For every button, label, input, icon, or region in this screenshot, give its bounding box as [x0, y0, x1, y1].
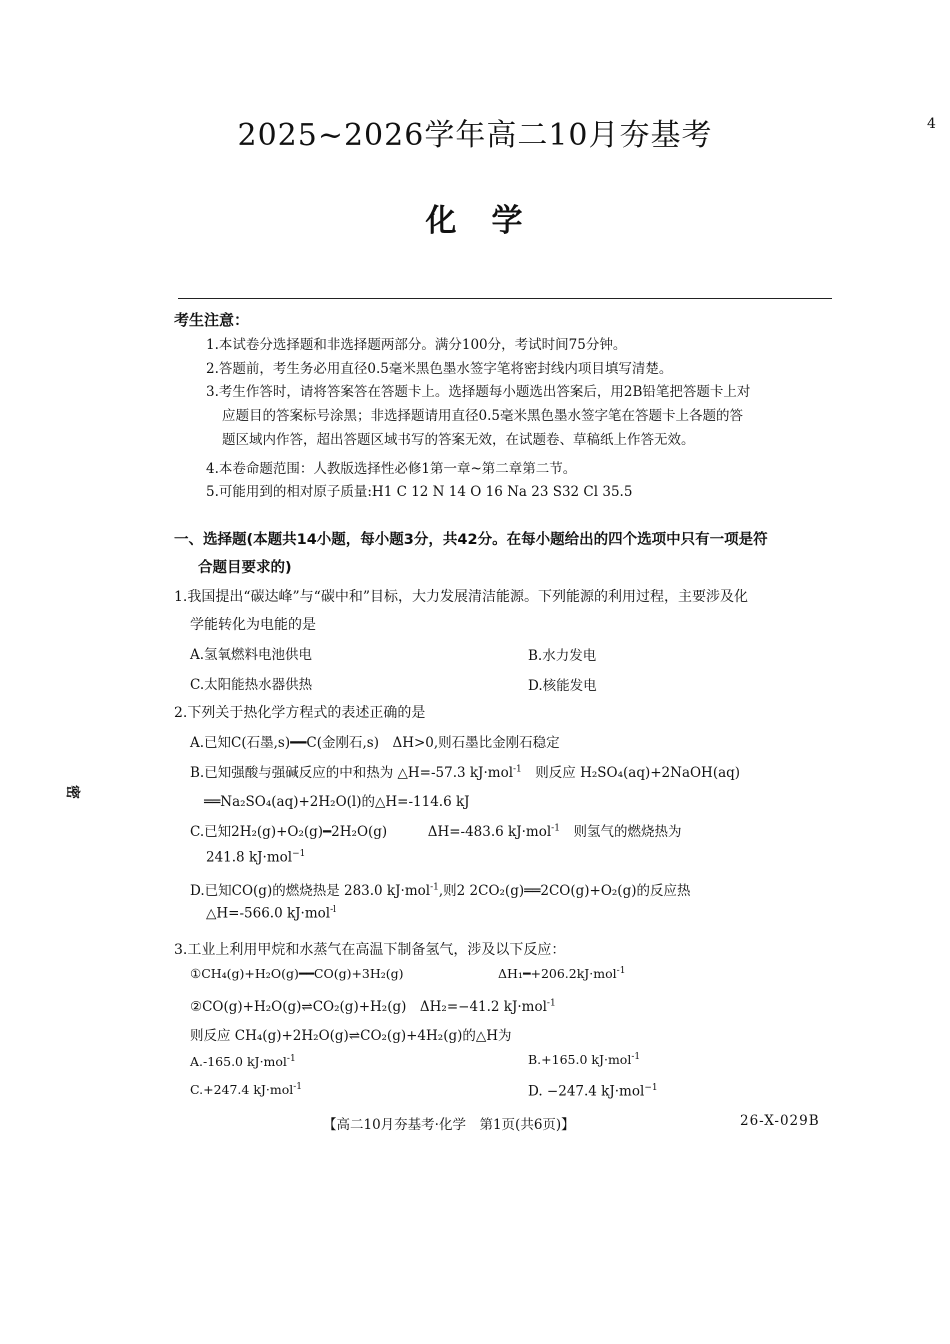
- seal-line-mark: 密: [64, 785, 80, 799]
- q3-option-c: C.+247.4 kJ·mol$^{-1}$: [190, 1082, 303, 1098]
- q2-option-b: B.已知强酸与强碱反应的中和热为 △H=-57.3 kJ·mol$^{-1}$ 则反应 H₂SO₄(aq)+2NaOH(aq): [190, 764, 741, 781]
- notice-item: 题区域内作答，超出答题区域书写的答案无效，在试题卷、草稿纸上作答无效。: [222, 432, 695, 448]
- q3-reaction-1: ①CH₄(g)+H₂O(g)━━CO(g)+3H₂(g): [190, 966, 404, 981]
- q3-option-b: B.+165.0 kJ·mol$^{-1}$: [528, 1052, 641, 1068]
- q1-option-a: A.氢氧燃料电池供电: [190, 647, 313, 663]
- q3-stem: 3.工业上利用甲烷和水蒸气在高温下制备氢气，涉及以下反应：: [174, 942, 566, 958]
- q1-option-c: C.太阳能热水器供热: [190, 677, 313, 693]
- page-footer: 【高二10月夯基考·化学 第1页(共6页)】: [323, 1117, 575, 1133]
- notice-item: 应题目的答案标号涂黑；非选择题请用直径0.5毫米黑色墨水签字笔在答题卡上各题的答: [222, 408, 743, 424]
- q2-option-c-cont: 241.8 kJ·mol$^{-1}$: [206, 849, 306, 866]
- q2-option-d-cont: △H=-566.0 kJ·mol$^{-l}$: [206, 905, 337, 922]
- notice-item: 3.考生作答时，请将答案答在答题卡上。选择题每小题选出答案后，用2B铅笔把答题卡上对: [206, 384, 751, 400]
- exam-title: 2025~2026学年高二10月夯基考: [237, 118, 713, 153]
- q2-option-b-cont: ══Na₂SO₄(aq)+2H₂O(l)的△H=-114.6 kJ: [204, 794, 470, 810]
- section-heading: 一、选择题(本题共14小题，每小题3分，共42分。在每小题给出的四个选项中只有一项是符: [174, 532, 768, 548]
- q3-option-d: D. −247.4 kJ·mol$^{-1}$: [528, 1083, 658, 1100]
- q2-stem: 2.下列关于热化学方程式的表述正确的是: [174, 705, 426, 721]
- paper-code: 26-X-029B: [740, 1113, 820, 1129]
- q1-option-d: D.核能发电: [528, 678, 597, 694]
- notice-item: 5.可能用到的相对原子质量:H1 C 12 N 14 O 16 Na 23 S32 Cl 35.5: [206, 484, 633, 500]
- q3-question: 则反应 CH₄(g)+2H₂O(g)⇌CO₂(g)+4H₂(g)的△H为: [190, 1028, 512, 1044]
- section-heading-cont: 合题目要求的): [198, 560, 292, 576]
- header-divider: [178, 298, 832, 299]
- notice-heading: 考生注意：: [174, 311, 250, 329]
- q3-reaction-2: ②CO(g)+H₂O(g)⇌CO₂(g)+H₂(g) ΔH₂=−41.2 kJ·mol$^{-1}$: [190, 998, 556, 1015]
- q1-stem: 1.我国提出“碳达峰”与“碳中和”目标，大力发展清洁能源。下列能源的利用过程，主要涉及化: [174, 589, 748, 605]
- q1-option-b: B.水力发电: [528, 648, 597, 664]
- notice-item: 1.本试卷分选择题和非选择题两部分。满分100分，考试时间75分钟。: [206, 337, 627, 353]
- corner-mark: 4: [927, 116, 936, 132]
- subject-title: 化 学: [425, 203, 525, 239]
- notice-item: 4.本卷命题范围：人教版选择性必修1第一章~第二章第二节。: [206, 461, 577, 477]
- q2-option-a: A.已知C(石墨,s)━━C(金刚石,s) ΔH>0,则石墨比金刚石稳定: [190, 735, 560, 751]
- q3-reaction-1-dh: ΔH₁━+206.2kJ·mol$^{-1}$: [498, 966, 626, 982]
- q2-option-c: C.已知2H₂(g)+O₂(g)━2H₂O(g) ΔH=-483.6 kJ·mol$^{-1}$ 则氢气的燃烧热为: [190, 823, 682, 840]
- q1-stem-cont: 学能转化为电能的是: [190, 617, 316, 633]
- notice-item: 2.答题前，考生务必用直径0.5毫米黑色墨水签字笔将密封线内项目填写清楚。: [206, 361, 673, 377]
- q2-option-d: D.已知CO(g)的燃烧热是 283.0 kJ·mol$^{-1}$,则2 2CO₂(g)══2CO(g)+O₂(g)的反应热: [190, 882, 691, 899]
- q3-option-a: A.-165.0 kJ·mol$^{-1}$: [190, 1054, 296, 1070]
